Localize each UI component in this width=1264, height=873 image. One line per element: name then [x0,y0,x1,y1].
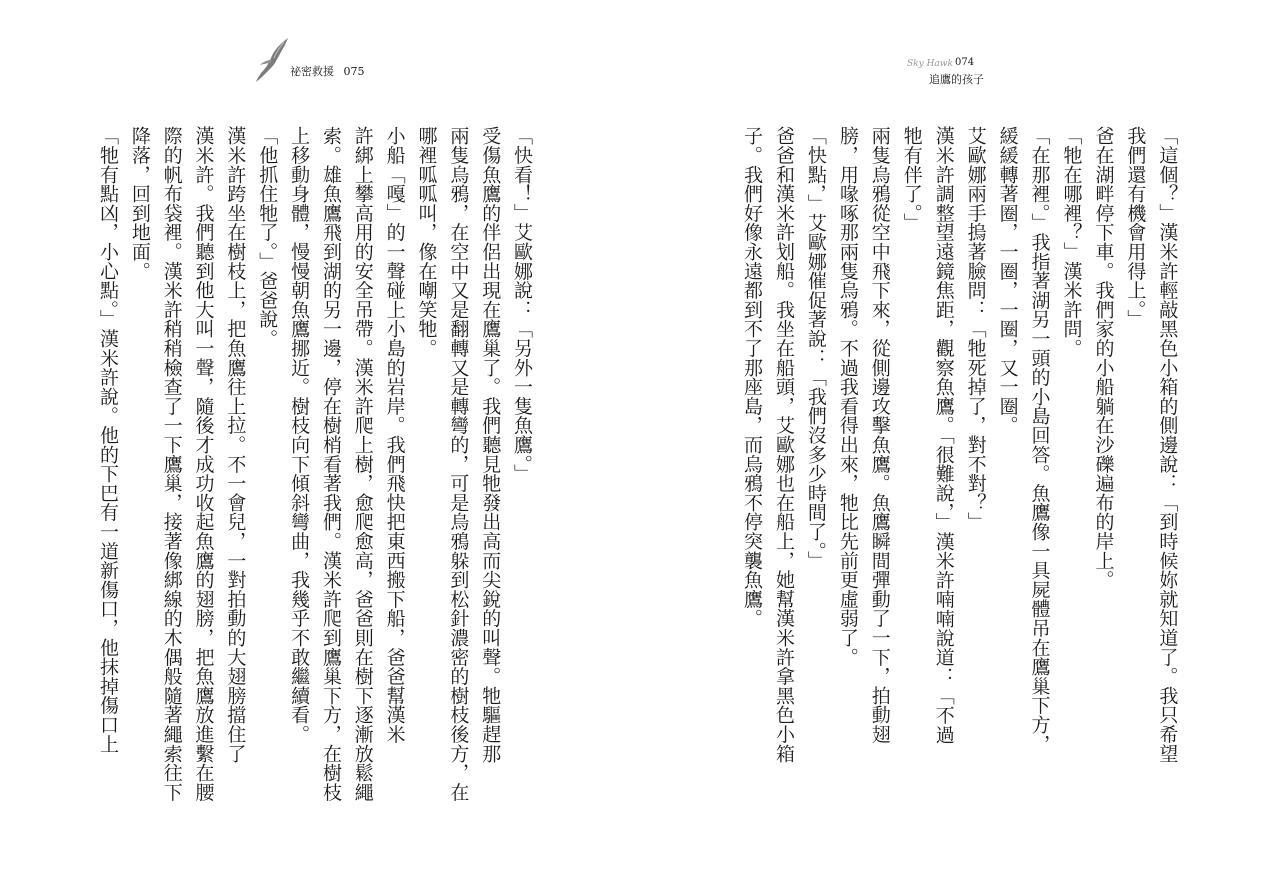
hawk-icon [254,36,290,84]
text-column: 漢米許跨坐在樹枝上，把魚鷹往上拉。不一會兒，一對拍動的大翅膀擋住了 [224,126,247,763]
text-column: 許綁上攀高用的安全吊帶。漢米許爬上樹，愈爬愈高，爸爸則在樹下逐漸放鬆繩 [351,126,374,802]
text-column: 降落，回到地面。 [128,126,151,281]
text-column: 爸在湖畔停下車。我們家的小船躺在沙礫遍布的岸上。 [1092,126,1115,590]
left-page-number: 075 [343,65,365,78]
text-column: 「在那裡。」我指著湖另一頭的小島回答。魚鷹像一具屍體吊在鷹巢下方， [1028,126,1051,754]
text-column: 索。雄魚鷹飛到湖的另一邊，停在樹梢看著我們。漢米許爬到鷹巢下方，在樹枝 [319,126,342,802]
left-book-title: 祕密救援 [290,65,334,78]
text-column: 兩隻烏鴉，在空中又是翻轉又是轉彎的，可是烏鴉躲到松針濃密的樹枝後方，在 [447,126,470,802]
text-column: 漢米許。我們聽到他大叫一聲，隨後才成功收起魚鷹的翅膀，把魚鷹放進繫在腰 [192,126,215,802]
text-column: 我們還有機會用得上。」 [1124,126,1147,329]
text-column: 艾歐娜兩手摀著臉問：「牠死掉了，對不對？」 [964,126,987,532]
text-column: 膀，用喙啄那兩隻烏鴉。不過我看得出來，牠比先前更虛弱了。 [836,126,859,667]
right-page [632,0,1264,873]
text-column: 小船「嘎」的一聲碰上小島的岩岸。我們飛快把東西搬下船，爸爸幫漢米 [383,126,406,744]
text-column: 受傷魚鷹的伴侶出現在鷹巢了。我們聽見牠發出高而尖銳的叫聲。牠驅趕那 [479,126,502,763]
series-label: Sky Hawk [907,59,953,69]
right-running-header [907,56,987,86]
text-column: 緩緩轉著圈，一圈，一圈，又一圈。 [996,126,1019,435]
text-column: 「牠在哪裡？」漢米許問。 [1060,126,1083,358]
text-column: 兩隻烏鴉從空中飛下來，從側邊攻擊魚鷹。魚鷹瞬間彈動了一下，拍動翅 [868,126,891,744]
right-page-number: 074 [955,57,975,68]
text-column: 漢米許調整望遠鏡焦距，觀察魚鷹。「很難說，」漢米許喃喃說道：「不過 [932,126,955,744]
text-column: 「快點，」艾歐娜催促著說：「我們沒多少時間了。」 [804,126,827,571]
text-column: 「快看！」艾歐娜說：「另外一隻魚鷹。」 [511,126,534,484]
text-column: 上移動身體，慢慢朝魚鷹挪近。樹枝向下傾斜彎曲，我幾乎不敢繼續看。 [288,126,311,744]
text-column: 「牠有點凶，小心點。」漢米許說。他的下巴有一道新傷口，他抹掉傷口上 [97,126,119,754]
right-book-title: 追鷹的孩子 [929,73,984,86]
text-column: 「這個？」漢米許輕敲黑色小箱的側邊說：「到時候妳就知道了。我只希望 [1156,126,1179,763]
text-column: 際的帆布袋裡。漢米許稍稍檢查了一下鷹巢，接著像綁線的木偶般隨著繩索往下 [160,126,183,802]
text-column: 「他抓住牠了。」爸爸說。 [256,126,279,349]
text-column: 爸爸和漢米許划船。我坐在船頭，艾歐娜也在船上，她幫漢米許拿黑色小箱 [772,126,795,763]
text-column: 牠有伴了。」 [900,126,923,233]
text-column: 子。我們好像永遠都到不了那座島，而烏鴉不停突襲魚鷹。 [741,126,763,628]
left-running-header [290,63,365,79]
text-column: 哪裡呱呱叫，像在嘲笑牠。 [415,126,438,358]
